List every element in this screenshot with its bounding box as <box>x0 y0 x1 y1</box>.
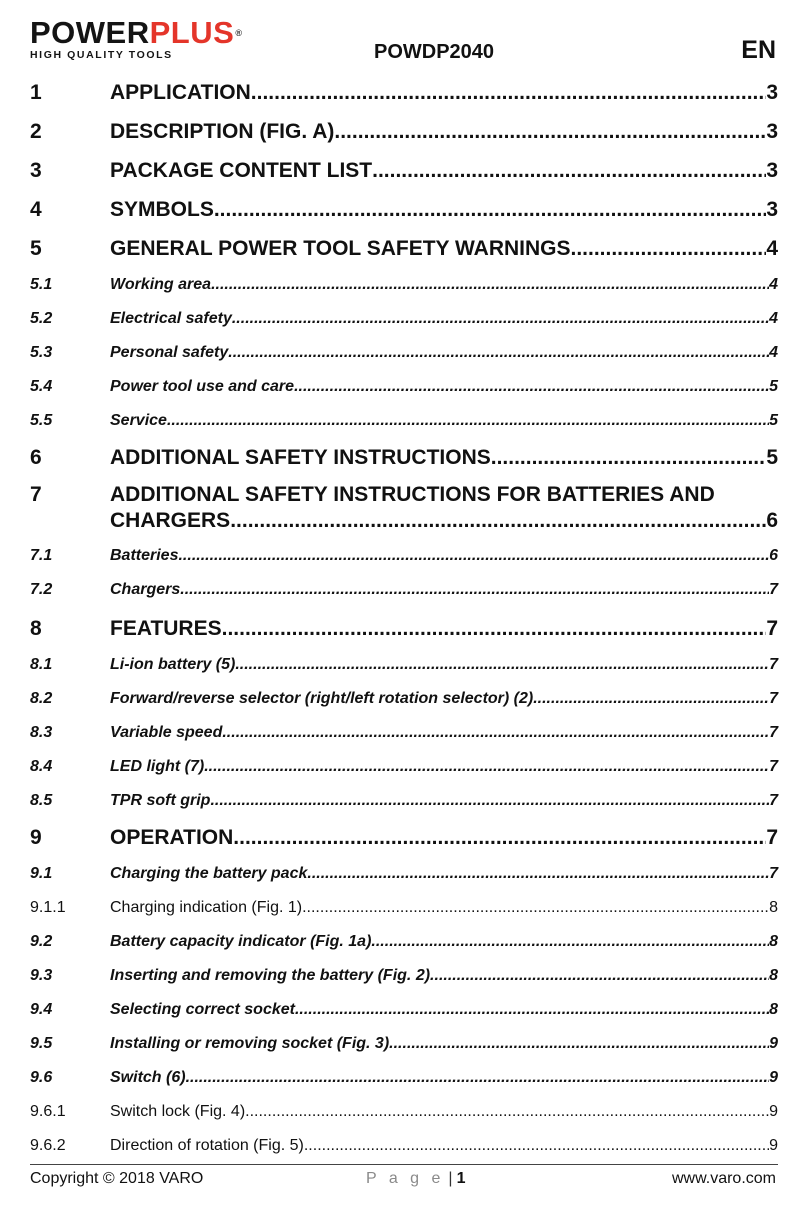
toc-entry[interactable] <box>30 378 778 396</box>
toc-leader-dots <box>204 758 769 776</box>
toc-entry-page: 3 <box>766 120 778 143</box>
toc-entry-number: 9.6 <box>30 1069 53 1086</box>
toc-entry-number: 5.3 <box>30 344 53 361</box>
toc-entry-title: ADDITIONAL SAFETY INSTRUCTIONS <box>110 446 491 469</box>
toc-entry-page: 5 <box>766 446 778 469</box>
toc-entry-number: 8.1 <box>30 656 53 673</box>
toc-entry-number: 3 <box>30 159 42 182</box>
toc-entry[interactable] <box>30 899 778 917</box>
toc-entry-page: 7 <box>766 826 778 849</box>
toc-entry-page: 9 <box>769 1137 778 1154</box>
toc-entry-number: 7.1 <box>30 547 53 564</box>
toc-entry-page: 7 <box>766 617 778 640</box>
toc-entry[interactable] <box>30 865 778 883</box>
toc-entry-page: 7 <box>769 865 778 882</box>
toc-entry-page: 8 <box>769 899 778 916</box>
toc-entry-title: Batteries <box>110 547 179 564</box>
toc-entry-number: 9.6.2 <box>30 1137 66 1154</box>
toc-leader-dots <box>228 344 769 362</box>
toc-entry-title: CHARGERS <box>110 509 231 532</box>
toc-leader-dots <box>372 159 766 183</box>
toc-entry-number: 9.2 <box>30 933 53 950</box>
toc-entry-number: 8 <box>30 617 42 640</box>
toc-entry-number: 6 <box>30 446 42 469</box>
toc-entry[interactable] <box>30 237 778 261</box>
toc-entry-number: 4 <box>30 198 42 221</box>
toc-entry-title: Installing or removing socket (Fig. 3) <box>110 1035 390 1052</box>
toc-entry-page: 6 <box>766 509 778 532</box>
toc-entry-title: PACKAGE CONTENT LIST <box>110 159 373 182</box>
toc-entry-page: 4 <box>766 237 778 260</box>
toc-leader-dots <box>295 1001 769 1019</box>
toc-entry[interactable] <box>30 1069 778 1087</box>
toc-entry-page: 9 <box>769 1035 778 1052</box>
toc-entry-title: Forward/reverse selector (right/left rotation selector) (2) <box>110 690 534 707</box>
toc-leader-dots <box>180 581 769 599</box>
toc-leader-dots <box>211 276 769 294</box>
toc-leader-dots <box>245 1103 769 1121</box>
toc-entry-title: Battery capacity indicator (Fig. 1a) <box>110 933 372 950</box>
toc-entry-number: 9 <box>30 826 42 849</box>
toc-leader-dots <box>167 412 769 430</box>
toc-entry[interactable] <box>30 581 778 599</box>
toc-entry-number: 7 <box>30 483 42 506</box>
toc-entry-title: Charging the battery pack <box>110 865 308 882</box>
footer-copyright: Copyright © 2018 VARO <box>30 1170 204 1187</box>
toc-entry-page: 3 <box>766 159 778 182</box>
toc-entry-page: 7 <box>769 758 778 775</box>
toc-entry-title: TPR soft grip <box>110 792 211 809</box>
toc-entry[interactable] <box>30 547 778 565</box>
toc-entry-page: 3 <box>766 198 778 221</box>
toc-leader-dots <box>334 120 766 144</box>
toc-entry-number: 9.1.1 <box>30 899 66 916</box>
toc-entry-page: 8 <box>769 967 778 984</box>
toc-entry[interactable] <box>30 344 778 362</box>
footer-website: www.varo.com <box>671 1170 776 1187</box>
toc-entry-number: 5 <box>30 237 42 260</box>
brand-logo <box>30 15 266 61</box>
toc-entry-number: 5.5 <box>30 412 53 429</box>
toc-entry-title: GENERAL POWER TOOL SAFETY WARNINGS <box>110 237 571 260</box>
toc-entry[interactable] <box>30 276 778 294</box>
toc-entry-title: Working area <box>110 276 212 293</box>
toc-leader-dots <box>232 310 769 328</box>
toc-entry[interactable] <box>30 198 778 222</box>
toc-entry[interactable] <box>30 656 778 674</box>
toc-entry[interactable] <box>30 446 778 470</box>
toc-leader-dots <box>307 865 769 883</box>
toc-entry-page: 5 <box>769 412 778 429</box>
toc-entry[interactable] <box>30 310 778 328</box>
toc-entry-number: 2 <box>30 120 42 143</box>
toc-entry-page: 4 <box>769 344 778 361</box>
toc-entry-number: 1 <box>30 81 42 104</box>
language-code: EN <box>741 36 776 64</box>
toc-entry[interactable] <box>30 412 778 430</box>
toc-entry[interactable] <box>30 826 778 850</box>
toc-entry-page: 3 <box>766 81 778 104</box>
toc-entry[interactable] <box>30 81 778 105</box>
toc-entry-page: 8 <box>769 1001 778 1018</box>
toc-entry[interactable] <box>30 617 778 641</box>
toc-entry-title: Selecting correct socket <box>110 1001 295 1018</box>
toc-entry[interactable] <box>30 933 778 951</box>
toc-leader-dots <box>230 509 766 533</box>
toc-entry-title: Inserting and removing the battery (Fig. 2) <box>110 967 431 984</box>
toc-entry-page: 9 <box>769 1103 778 1120</box>
toc-entry[interactable] <box>30 1103 778 1121</box>
toc-entry-number: 8.2 <box>30 690 53 707</box>
toc-entry-number: 9.3 <box>30 967 53 984</box>
toc-entry-title: ADDITIONAL SAFETY INSTRUCTIONS FOR BATTERIES AND <box>110 483 715 506</box>
toc-leader-dots <box>302 899 769 917</box>
toc-entry-title: SYMBOLS <box>110 198 214 221</box>
toc-leader-dots <box>222 617 767 641</box>
toc-entry-number: 9.5 <box>30 1035 53 1052</box>
footer-divider <box>30 1164 778 1165</box>
toc-entry-page: 7 <box>769 656 778 673</box>
page-label: P a g e <box>366 1170 445 1187</box>
toc-entry[interactable] <box>30 1035 778 1053</box>
toc-entry-title: LED light (7) <box>110 758 205 775</box>
toc-entry-page: 9 <box>769 1069 778 1086</box>
toc-entry-title: DESCRIPTION (FIG. A) <box>110 120 335 143</box>
toc-leader-dots <box>571 237 767 261</box>
toc-entry-title: Switch lock (Fig. 4) <box>110 1103 246 1120</box>
toc-entry-page: 7 <box>769 690 778 707</box>
footer-page-indicator <box>366 1170 465 1188</box>
toc-entry-page: 5 <box>769 378 778 395</box>
toc-entry[interactable] <box>30 724 778 742</box>
logo-tagline: HIGH QUALITY TOOLS <box>30 49 173 61</box>
toc-entry-title: FEATURES <box>110 617 222 640</box>
toc-leader-dots <box>533 690 769 708</box>
toc-entry[interactable] <box>30 483 778 533</box>
toc-entry-title: Electrical safety <box>110 310 232 327</box>
toc-entry-page: 4 <box>769 310 778 327</box>
toc-leader-dots <box>389 1035 769 1053</box>
toc-leader-dots <box>371 933 769 951</box>
toc-entry[interactable] <box>30 120 778 144</box>
toc-entry-title: Charging indication (Fig. 1) <box>110 899 303 916</box>
toc-entry-number: 5.2 <box>30 310 53 327</box>
page-number: 1 <box>456 1170 466 1187</box>
model-number: POWDP2040 <box>374 41 495 63</box>
toc-leader-dots <box>235 656 769 674</box>
toc-entry-title: Li-ion battery (5) <box>110 656 236 673</box>
toc-entry-title: Chargers <box>110 581 181 598</box>
toc-entry-number: 7.2 <box>30 581 53 598</box>
toc-leader-dots <box>233 826 766 850</box>
toc-entry-title: Switch (6) <box>110 1069 186 1086</box>
toc-leader-dots <box>210 792 769 810</box>
toc-entry[interactable] <box>30 758 778 776</box>
toc-entry-title: OPERATION <box>110 826 234 849</box>
toc-leader-dots <box>294 378 769 396</box>
toc-entry-title: Variable speed <box>110 724 223 741</box>
toc-entry-number: 5.1 <box>30 276 53 293</box>
toc-leader-dots <box>222 724 769 742</box>
toc-entry-number: 8.5 <box>30 792 53 809</box>
toc-entry-number: 9.1 <box>30 865 53 882</box>
toc-entry[interactable] <box>30 1001 778 1019</box>
toc-entry-number: 8.4 <box>30 758 53 775</box>
toc-entry-number: 9.4 <box>30 1001 53 1018</box>
logo-wordmark: POWERPLUS® <box>30 15 243 50</box>
toc-entry-page: 8 <box>769 933 778 950</box>
toc-entry-title: Service <box>110 412 167 429</box>
toc-entry-page: 4 <box>769 276 778 293</box>
toc-entry-number: 8.3 <box>30 724 53 741</box>
toc-entry-title: Direction of rotation (Fig. 5) <box>110 1137 304 1154</box>
toc-leader-dots <box>178 547 769 565</box>
toc-entry-page: 7 <box>769 792 778 809</box>
toc-leader-dots <box>304 1137 769 1155</box>
toc-leader-dots <box>430 967 769 985</box>
toc-leader-dots <box>251 81 767 105</box>
toc-entry-number: 9.6.1 <box>30 1103 66 1120</box>
toc-entry-title: Personal safety <box>110 344 229 361</box>
page-separator: | <box>448 1170 453 1187</box>
toc-entry[interactable] <box>30 690 778 708</box>
toc-entry[interactable] <box>30 159 778 183</box>
toc-entry[interactable] <box>30 967 778 985</box>
toc-entry[interactable] <box>30 1137 778 1155</box>
toc-leader-dots <box>491 446 767 470</box>
toc-entry-title: Power tool use and care <box>110 378 295 395</box>
toc-leader-dots <box>186 1069 770 1087</box>
toc-leader-dots <box>214 198 766 222</box>
toc-entry-page: 6 <box>769 547 778 564</box>
toc-entry-number: 5.4 <box>30 378 53 395</box>
toc-entry-page: 7 <box>769 581 778 598</box>
toc-entry-page: 7 <box>769 724 778 741</box>
toc-entry-title: APPLICATION <box>110 81 251 104</box>
toc-entry[interactable] <box>30 792 778 810</box>
